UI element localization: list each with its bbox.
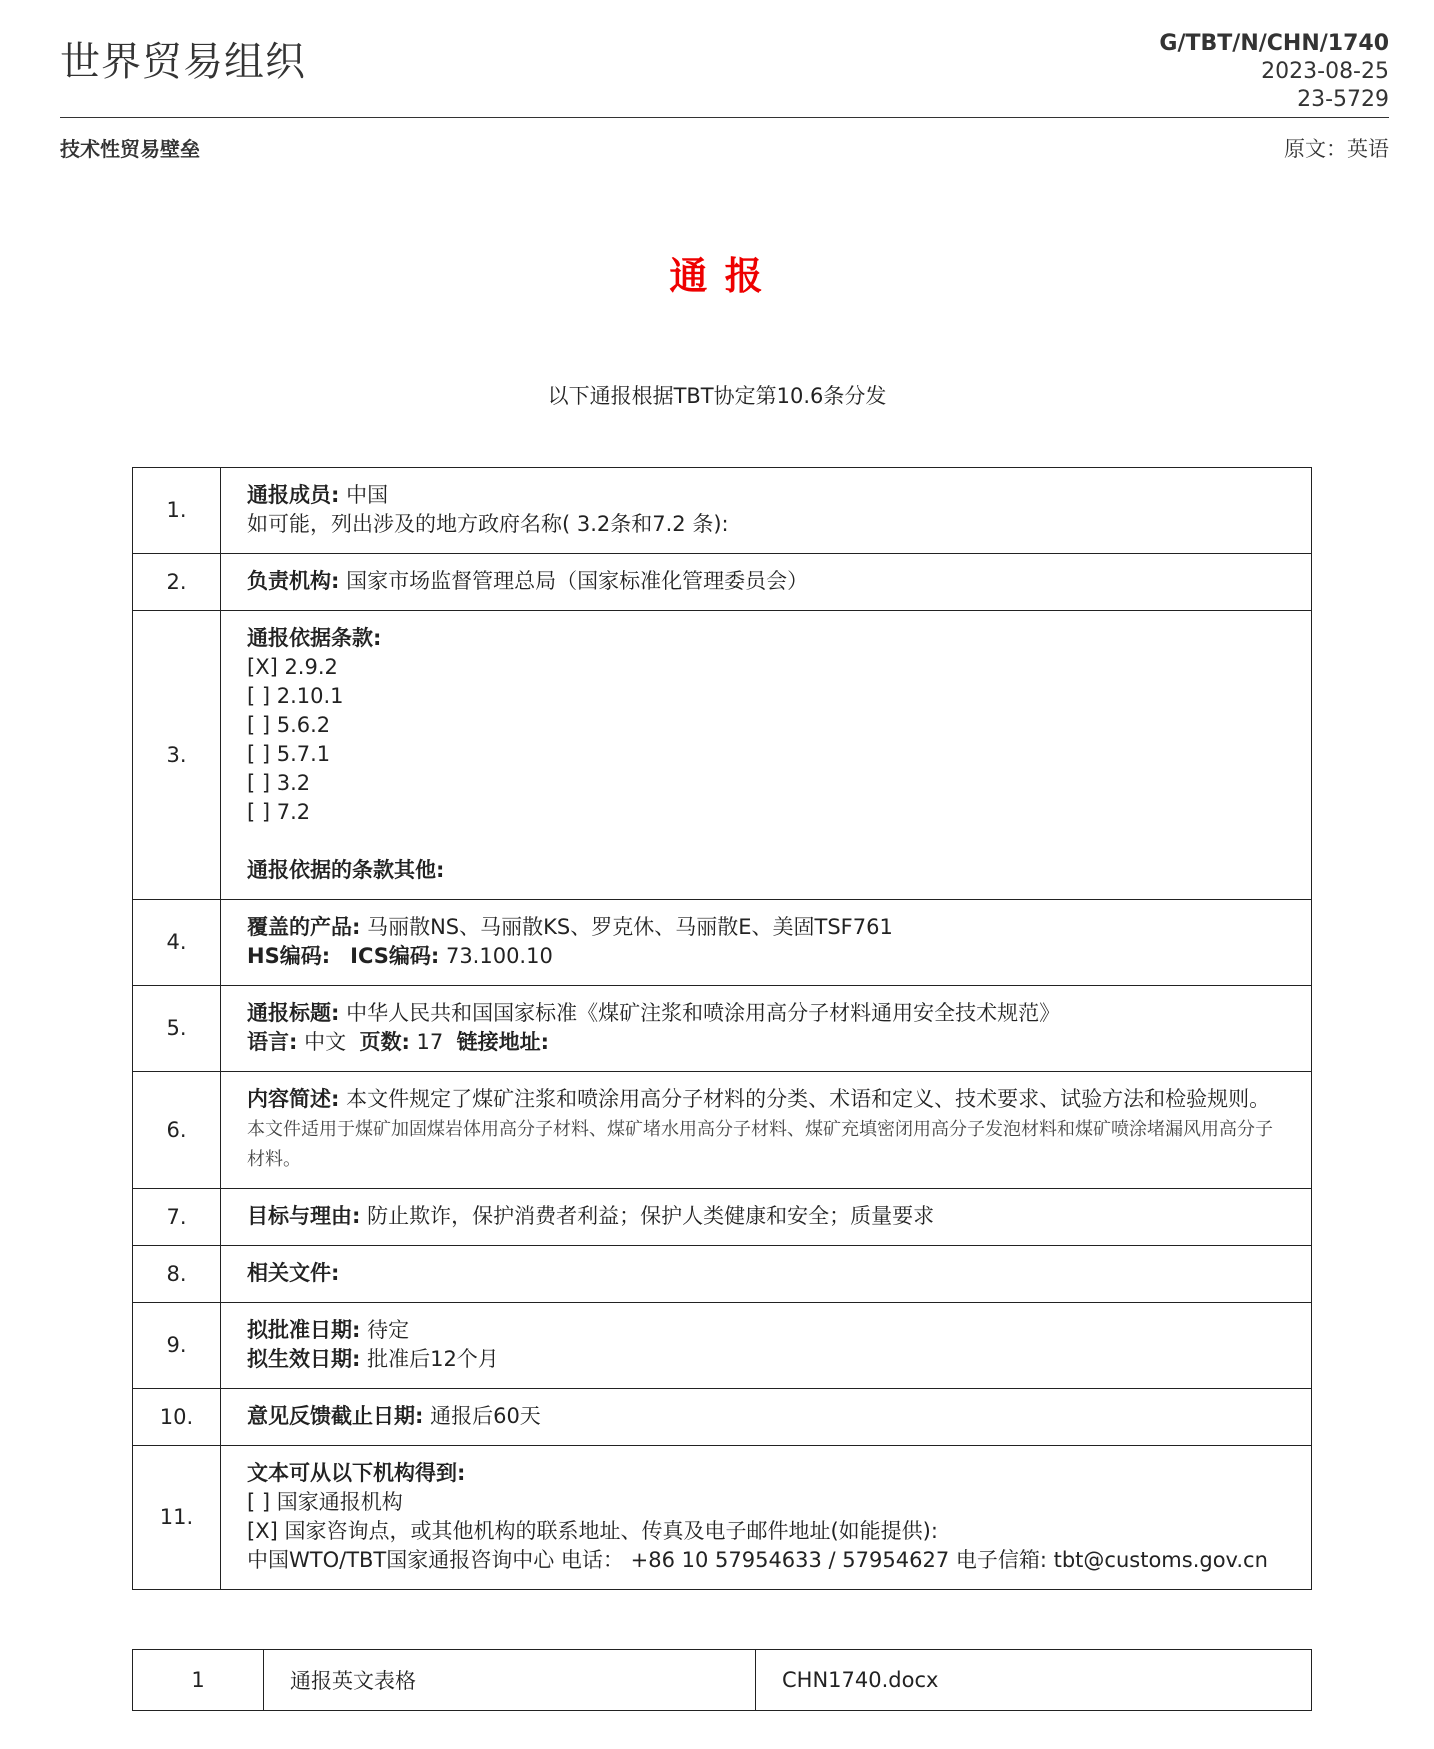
field-value: 待定 — [360, 1318, 410, 1342]
field-label: 文本可从以下机构得到: — [247, 1461, 466, 1485]
row-number: 5. — [133, 986, 221, 1072]
field-value: 马丽散NS、马丽散KS、罗克休、马丽散E、美固TSF761 — [360, 915, 893, 939]
field-label: 页数: — [359, 1030, 410, 1054]
row-content — [221, 986, 1312, 1072]
table-row — [133, 468, 1312, 554]
field-value: 通报后60天 — [423, 1404, 541, 1428]
row-content — [221, 900, 1312, 986]
attachment-file-link[interactable]: CHN1740.docx — [756, 1650, 1312, 1711]
table-row — [133, 554, 1312, 611]
table-row — [133, 1389, 1312, 1446]
field-label: 语言: — [247, 1030, 298, 1054]
original-language: 原文：英语 — [1284, 137, 1389, 161]
row-content — [221, 554, 1312, 611]
checkbox-option: [ ] 3.2 — [247, 771, 311, 795]
field-label: 通报依据的条款其他: — [247, 858, 445, 882]
notification-table — [132, 467, 1312, 1590]
field-label: ICS编码: — [350, 944, 440, 968]
field-label: 拟批准日期: — [247, 1318, 361, 1342]
field-label: 覆盖的产品: — [247, 915, 361, 939]
attachment-title: 通报英文表格 — [264, 1650, 756, 1711]
row-content — [221, 1303, 1312, 1389]
field-value: 防止欺诈，保护消费者利益；保护人类健康和安全；质量要求 — [360, 1204, 935, 1228]
checkbox-option: [ ] 7.2 — [247, 800, 311, 824]
row-content — [221, 1389, 1312, 1446]
row-number: 4. — [133, 900, 221, 986]
checkbox-option: [ ] 2.10.1 — [247, 684, 344, 708]
checkbox-option: [X] 国家咨询点，或其他机构的联系地址、传真及电子邮件地址(如能提供): — [247, 1519, 938, 1543]
spacer — [247, 827, 1287, 856]
row-number: 2. — [133, 554, 221, 611]
row-content — [221, 1446, 1312, 1590]
field-label: 通报依据条款: — [247, 626, 382, 650]
committee-name: 技术性贸易壁垒 — [60, 137, 200, 161]
row-content — [221, 468, 1312, 554]
organization-title: 世界贸易组织 — [60, 39, 306, 85]
field-label: 目标与理由: — [247, 1204, 361, 1228]
table-row — [133, 1446, 1312, 1590]
field-line: 如可能，列出涉及的地方政府名称( 3.2条和7.2 条): — [247, 512, 729, 536]
table-row — [133, 1246, 1312, 1303]
field-label: 链接地址: — [456, 1030, 550, 1054]
field-value-detail: 本文件适用于煤矿加固煤岩体用高分子材料、煤矿堵水用高分子材料、煤矿充填密闭用高分子发泡材料和煤矿喷涂堵漏风用高分子材料。 — [247, 1119, 1273, 1170]
row-number: 11. — [133, 1446, 221, 1590]
checkbox-option: [ ] 5.6.2 — [247, 713, 331, 737]
checkbox-option: [ ] 国家通报机构 — [247, 1490, 403, 1514]
row-number: 10. — [133, 1389, 221, 1446]
field-label: 相关文件: — [247, 1261, 340, 1285]
row-number: 7. — [133, 1189, 221, 1246]
document-reference: 23-5729 — [1297, 87, 1389, 112]
table-row — [133, 611, 1312, 900]
row-number: 9. — [133, 1303, 221, 1389]
field-value: 中华人民共和国国家标准《煤矿注浆和喷涂用高分子材料通用安全技术规范》 — [339, 1001, 1061, 1025]
document-date: 2023-08-25 — [1261, 59, 1389, 84]
contact-info: 中国WTO/TBT国家通报咨询中心 电话： +86 10 57954633 / 57954627 电子信箱: tbt@customs.gov.cn — [247, 1548, 1268, 1572]
field-label: 通报成员: — [247, 483, 340, 507]
table-row — [133, 1303, 1312, 1389]
field-value: 中国 — [339, 483, 389, 507]
field-label: 意见反馈截止日期: — [247, 1404, 424, 1428]
document-meta — [1159, 30, 1389, 114]
field-value: 73.100.10 — [439, 944, 553, 968]
field-value: 中文 — [297, 1030, 347, 1054]
field-value: 17 — [409, 1030, 444, 1054]
row-content — [221, 1246, 1312, 1303]
notice-title: 通 报 — [669, 254, 765, 298]
field-value: 本文件规定了煤矿注浆和喷涂用高分子材料的分类、术语和定义、技术要求、试验方法和检验规则。 — [339, 1087, 1271, 1111]
attachments-table — [132, 1649, 1312, 1711]
field-label: 负责机构: — [247, 569, 340, 593]
field-label: 通报标题: — [247, 1001, 340, 1025]
attachment-number: 1 — [133, 1650, 264, 1711]
table-row — [133, 1072, 1312, 1189]
attachment-row — [133, 1650, 1312, 1711]
row-number: 8. — [133, 1246, 221, 1303]
row-content — [221, 1189, 1312, 1246]
table-row — [133, 900, 1312, 986]
field-label: 拟生效日期: — [247, 1347, 361, 1371]
header-divider — [60, 117, 1389, 118]
field-label: HS编码: — [247, 944, 331, 968]
distribution-note: 以下通报根据TBT协定第10.6条分发 — [547, 384, 887, 408]
row-number: 6. — [133, 1072, 221, 1189]
document-symbol: G/TBT/N/CHN/1740 — [1159, 31, 1389, 56]
table-row — [133, 1189, 1312, 1246]
field-value: 国家市场监督管理总局（国家标准化管理委员会） — [339, 569, 809, 593]
row-number: 3. — [133, 611, 221, 900]
checkbox-option: [ ] 5.7.1 — [247, 742, 331, 766]
field-label: 内容简述: — [247, 1087, 340, 1111]
table-row — [133, 986, 1312, 1072]
row-content — [221, 1072, 1312, 1189]
field-value: 批准后12个月 — [360, 1347, 499, 1371]
checkbox-option: [X] 2.9.2 — [247, 655, 338, 679]
row-number: 1. — [133, 468, 221, 554]
row-content — [221, 611, 1312, 900]
